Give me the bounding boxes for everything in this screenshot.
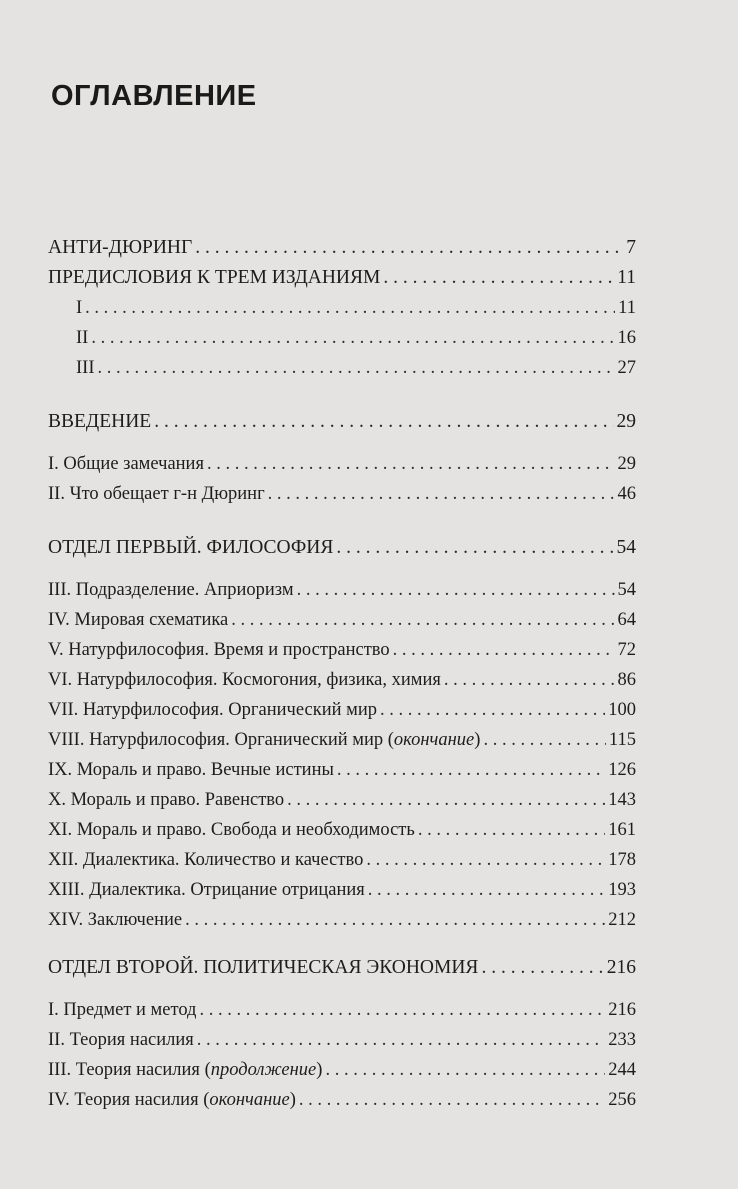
- toc-entry-page-number: 216: [608, 1000, 636, 1020]
- toc-entry: [48, 788, 636, 812]
- toc-entry-title: [48, 638, 390, 662]
- toc-entry-title: [48, 1058, 322, 1082]
- toc-entry-title: [48, 998, 196, 1022]
- dot-leader: [195, 236, 623, 260]
- toc-entry-title-text: XIV. Заключение: [48, 910, 183, 930]
- toc-entry-title-text: XIII. Диалектика. Отрицание отрицания: [48, 880, 365, 900]
- toc-entry-title: [48, 326, 88, 350]
- toc-entry-page-number: 64: [617, 610, 636, 630]
- toc-entry-page-number: 29: [616, 411, 636, 432]
- dot-leader: [380, 698, 605, 722]
- dot-leader: [337, 758, 605, 782]
- toc-entry-title-text: IV. Мировая схематика: [48, 610, 229, 630]
- toc-entry-page-number: 11: [617, 267, 636, 288]
- dot-leader: [444, 668, 615, 692]
- toc-entry: [48, 1058, 636, 1082]
- toc-entry-page-number: 46: [617, 484, 636, 504]
- toc-entry-title: [48, 848, 363, 872]
- toc-entry: [48, 578, 636, 602]
- dot-leader: [231, 608, 614, 632]
- toc-entry-title: [48, 728, 480, 752]
- toc-entry-page-number: 161: [608, 820, 636, 840]
- toc-entry-page-number: 86: [617, 670, 636, 690]
- toc-entry: [48, 536, 636, 560]
- dot-leader: [199, 998, 605, 1022]
- toc-entry-page-number: 54: [616, 537, 636, 558]
- dot-leader: [297, 578, 615, 602]
- toc-entry-title-text: IX. Мораль и право. Вечные истины: [48, 760, 334, 780]
- toc-entry: [48, 296, 636, 320]
- toc-entry-title-text: III: [76, 358, 95, 378]
- toc-entry: [48, 758, 636, 782]
- toc-entry-title-text: IV. Теория насилия (: [48, 1090, 210, 1110]
- dot-leader: [197, 1028, 605, 1052]
- toc-entry: [48, 452, 636, 476]
- toc-entry: [48, 410, 636, 434]
- toc-entry-title: [48, 878, 365, 902]
- toc-entry: [48, 908, 636, 932]
- toc-entry-title: [48, 578, 294, 602]
- toc-entry-page-number: 11: [618, 298, 636, 318]
- toc-entry-title-text: VI. Натурфилософия. Космогония, физика, химия: [48, 670, 441, 690]
- toc-entry-title: [48, 536, 333, 560]
- dot-leader: [287, 788, 605, 812]
- toc-entry-page-number: 16: [617, 328, 636, 348]
- toc-entry-page-number: 126: [608, 760, 636, 780]
- dot-leader: [85, 296, 615, 320]
- dot-leader: [154, 410, 613, 434]
- toc-entry-page-number: 7: [626, 237, 636, 258]
- toc-entry-page-number: 72: [617, 640, 636, 660]
- toc-entry-title-tail: ): [316, 1060, 323, 1080]
- toc-entry: [48, 1028, 636, 1052]
- toc-entry-title-text: II: [76, 328, 89, 348]
- toc-entry-title-italic: продолжение: [210, 1060, 317, 1080]
- toc-entry-title-tail: ): [289, 1090, 296, 1110]
- dot-leader: [368, 878, 605, 902]
- dot-leader: [481, 956, 603, 980]
- toc-entry-title-text: АНТИ-ДЮРИНГ: [48, 237, 193, 258]
- dot-leader: [483, 728, 605, 752]
- toc-entry-page-number: 100: [608, 700, 636, 720]
- toc-entry-page-number: 233: [608, 1030, 636, 1050]
- toc-entry-title-text: ВВЕДЕНИЕ: [48, 411, 152, 432]
- dot-leader: [393, 638, 615, 662]
- toc-entry: [48, 236, 636, 260]
- toc-entry-title-text: I: [76, 298, 83, 318]
- toc-entry-title: [48, 608, 228, 632]
- toc-entry-title-text: XII. Диалектика. Количество и качество: [48, 850, 364, 870]
- toc-entry-title: [48, 482, 265, 506]
- toc-entry-page-number: 256: [608, 1090, 636, 1110]
- toc-entry-page-number: 244: [608, 1060, 636, 1080]
- toc-entry-title-italic: окончание: [209, 1090, 290, 1110]
- toc-entry: [48, 728, 636, 752]
- toc-entry-title: [48, 788, 284, 812]
- toc-entry-page-number: 115: [608, 730, 636, 750]
- toc-entry-title-text: ПРЕДИСЛОВИЯ К ТРЕМ ИЗДАНИЯМ: [48, 267, 381, 288]
- toc-entry-title-text: ОТДЕЛ ПЕРВЫЙ. ФИЛОСОФИЯ: [48, 537, 334, 558]
- toc-entry: [48, 878, 636, 902]
- toc-entry: [48, 638, 636, 662]
- dot-leader: [325, 1058, 605, 1082]
- toc-entry-title-text: II. Теория насилия: [48, 1030, 194, 1050]
- toc-entry-title: [48, 356, 94, 380]
- dot-leader: [383, 266, 614, 290]
- toc-entry-title: [48, 452, 204, 476]
- toc-entry-page-number: 193: [608, 880, 636, 900]
- toc-entry: [48, 326, 636, 350]
- toc-entry-title-text: X. Мораль и право. Равенство: [48, 790, 285, 810]
- toc-entry: [48, 818, 636, 842]
- toc-entry: [48, 356, 636, 380]
- toc-entry: [48, 1088, 636, 1112]
- toc-entry-title: [48, 1028, 194, 1052]
- toc-entry: [48, 698, 636, 722]
- toc-entry-title: [48, 818, 415, 842]
- dot-leader: [366, 848, 605, 872]
- toc-entry-title-text: VIII. Натурфилософия. Органический мир (: [48, 730, 394, 750]
- toc-entry-page-number: 178: [608, 850, 636, 870]
- toc-entry-title: [48, 908, 182, 932]
- toc-entry-page-number: 29: [617, 454, 636, 474]
- toc-entry: [48, 668, 636, 692]
- toc-entry-title-text: XI. Мораль и право. Свобода и необходимость: [48, 820, 415, 840]
- dot-leader: [97, 356, 614, 380]
- toc-entry-title-text: II. Что обещает г-н Дюринг: [48, 484, 265, 504]
- toc-entry: [48, 848, 636, 872]
- toc-entry-title: [48, 668, 441, 692]
- toc-entry-title: [48, 266, 380, 290]
- toc-entry: [48, 482, 636, 506]
- dot-leader: [299, 1088, 605, 1112]
- toc-entry-title: [48, 758, 334, 782]
- toc-entry-title: [48, 698, 377, 722]
- toc-entry: [48, 956, 636, 980]
- toc-entry-title: [48, 1088, 296, 1112]
- dot-leader: [418, 818, 605, 842]
- toc-entry-title-italic: окончание: [393, 730, 475, 750]
- toc-entry-title: [48, 410, 151, 434]
- toc-entry-title-text: VII. Натурфилософия. Органический мир: [48, 700, 377, 720]
- toc-entry-page-number: 212: [608, 910, 636, 930]
- toc-entry-title-text: III. Подразделение. Априоризм: [48, 580, 294, 600]
- dot-leader: [268, 482, 615, 506]
- dot-leader: [185, 908, 605, 932]
- toc-entry-title-text: I. Общие замечания: [48, 454, 204, 474]
- toc-entry-page-number: 143: [608, 790, 636, 810]
- toc-entry-title-text: ОТДЕЛ ВТОРОЙ. ПОЛИТИЧЕСКАЯ ЭКОНОМИЯ: [48, 957, 479, 978]
- dot-leader: [207, 452, 615, 476]
- toc-entry: [48, 998, 636, 1022]
- toc-entry-title: [48, 296, 82, 320]
- toc-entry-title: [48, 236, 192, 260]
- toc-entry-title-text: I. Предмет и метод: [48, 1000, 197, 1020]
- toc-entry-title-tail: ): [474, 730, 481, 750]
- toc-entry-title: [48, 956, 478, 980]
- toc-entry: [48, 608, 636, 632]
- toc-entry-title-text: III. Теория насилия (: [48, 1060, 211, 1080]
- page-title: ОГЛАВЛЕНИЕ: [51, 80, 257, 112]
- toc-entry-page-number: 216: [606, 957, 636, 978]
- dot-leader: [336, 536, 613, 560]
- toc-entry-page-number: 27: [617, 358, 636, 378]
- toc-entry-page-number: 54: [617, 580, 636, 600]
- toc-entry-title-text: V. Натурфилософия. Время и пространство: [48, 640, 390, 660]
- toc-entry: [48, 266, 636, 290]
- dot-leader: [91, 326, 614, 350]
